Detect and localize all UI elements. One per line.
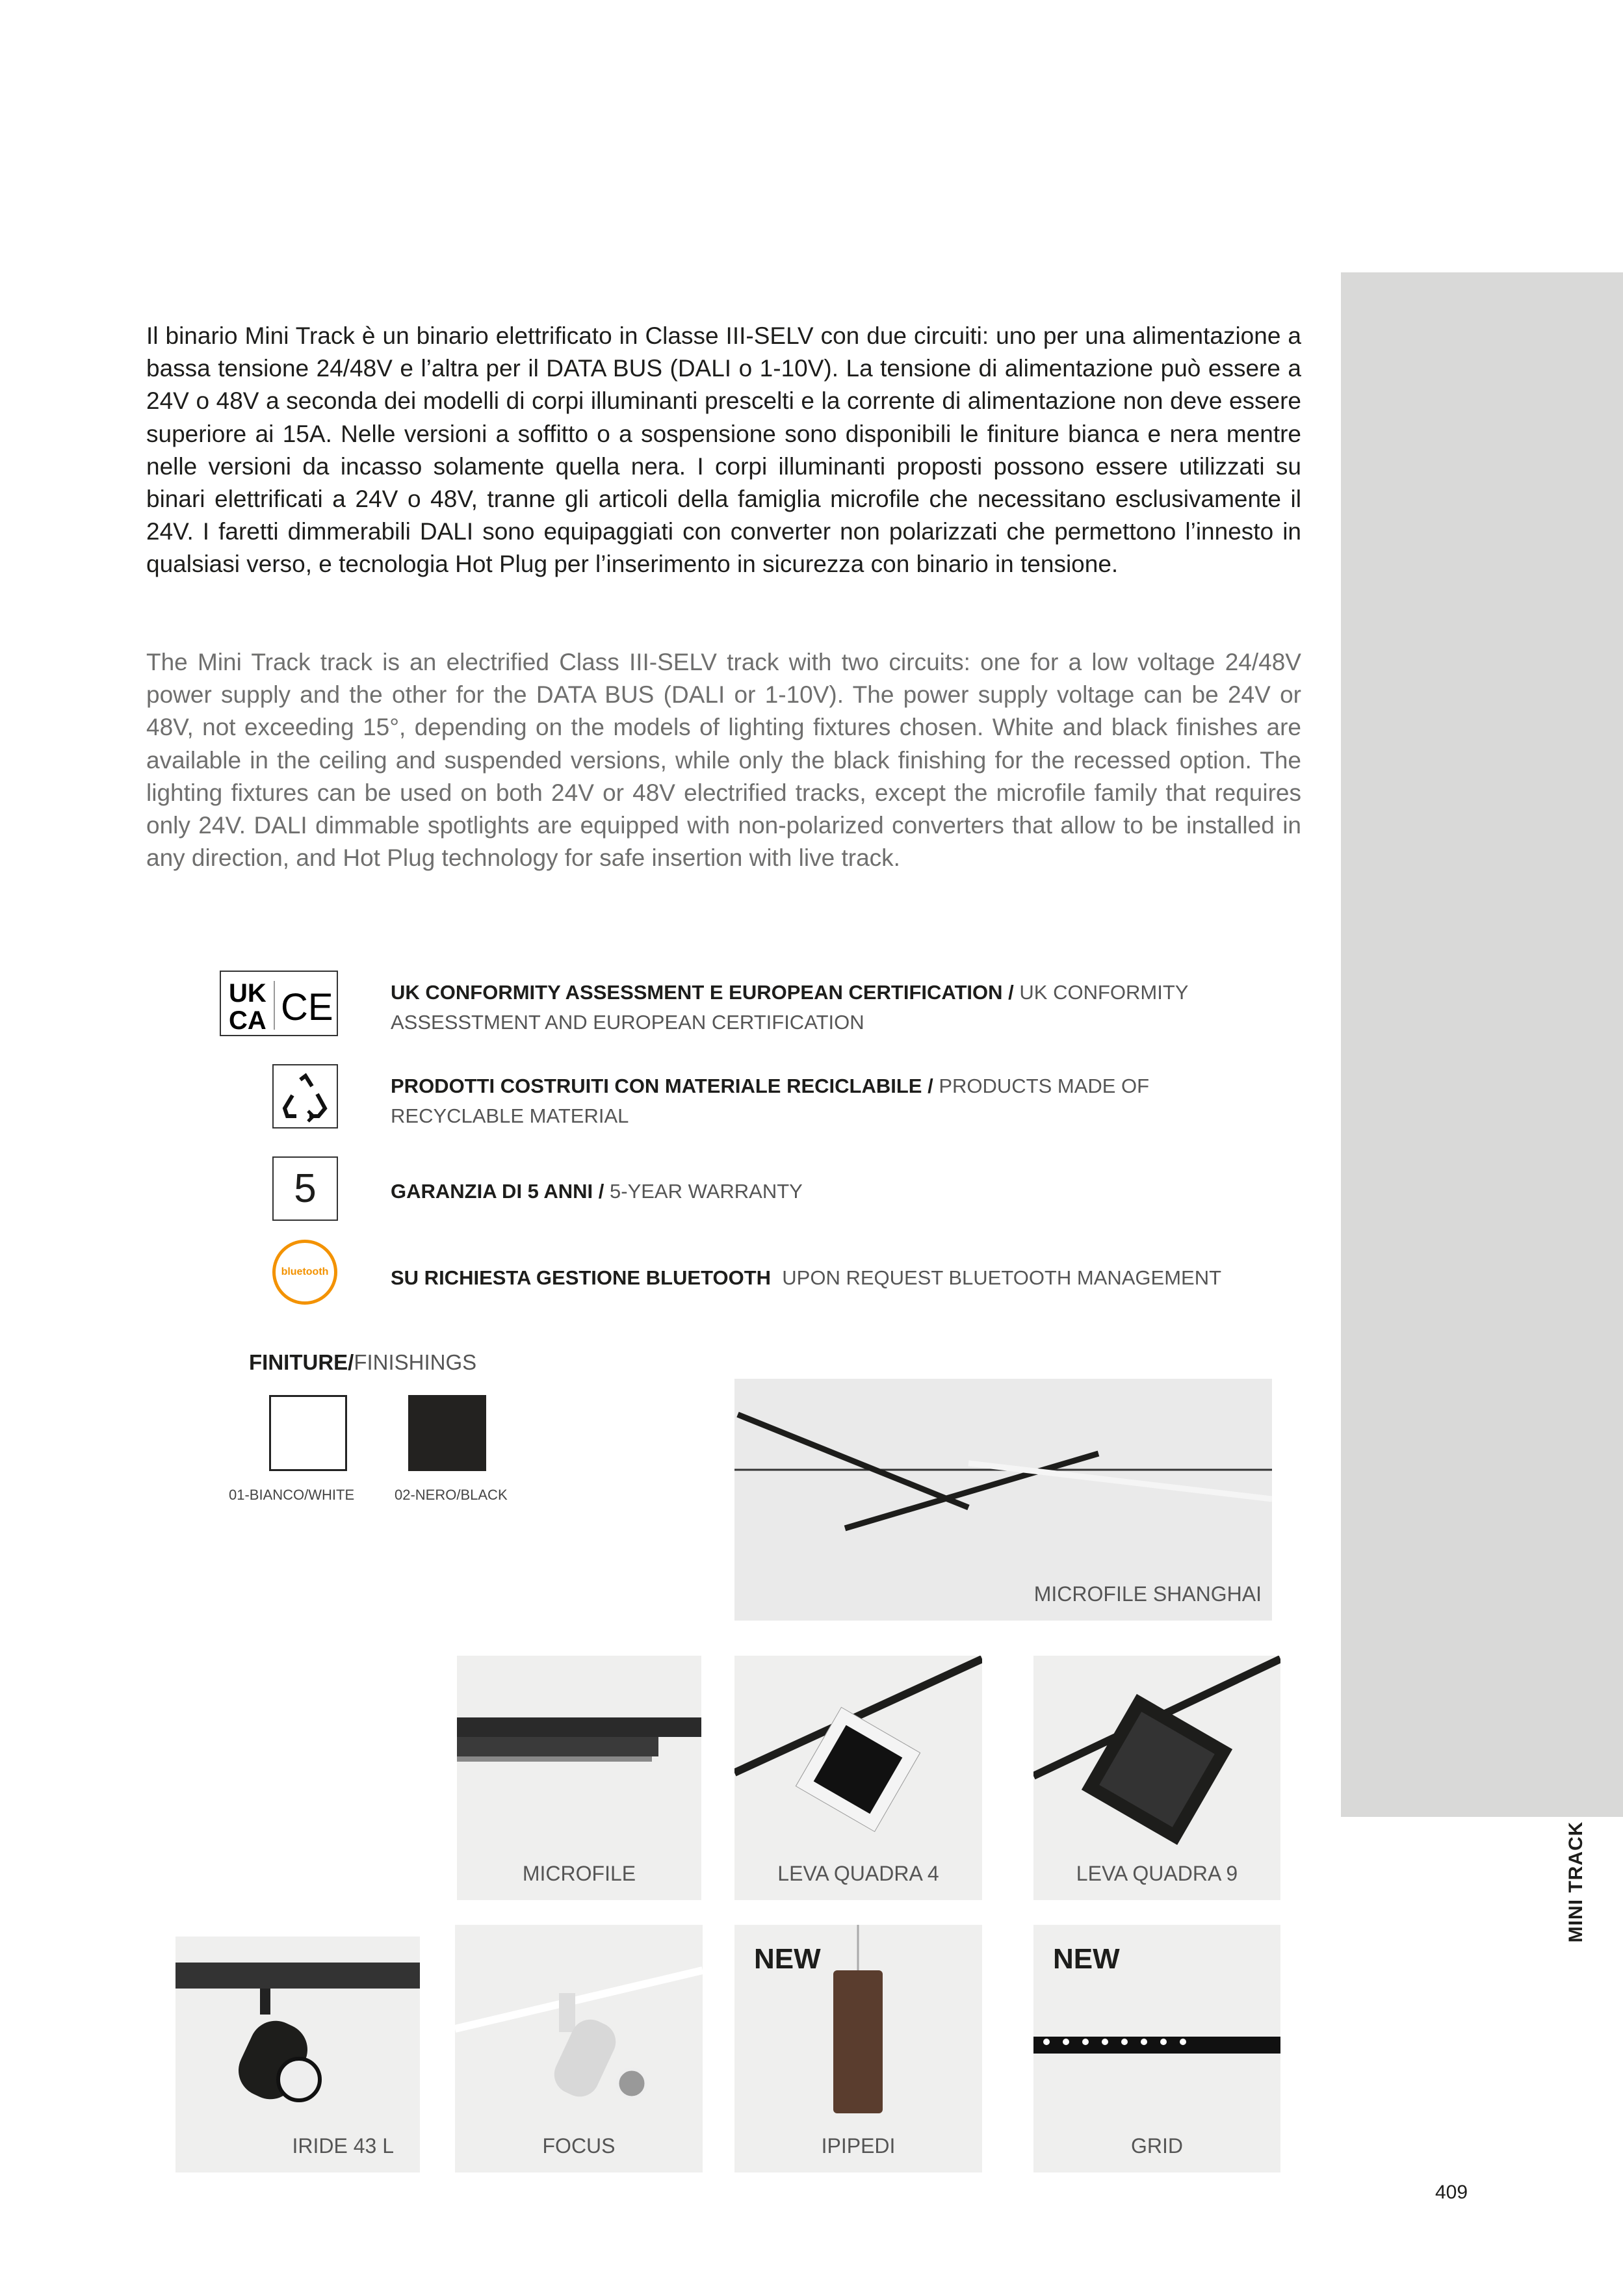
- section-tab: [1560, 1820, 1592, 1944]
- cert-ukca-ce-text: UK CONFORMITY ASSESSMENT E EUROPEAN CERTIFICATION / UK CONFORMITY ASSESSTMENT AND EUROPEAN CERTIFICATION: [391, 981, 1188, 1034]
- product-ipipedi: [734, 1925, 982, 2172]
- product-label: FOCUS: [542, 2134, 616, 2158]
- warranty-number: 5: [294, 1166, 317, 1211]
- product-label: MICROFILE: [522, 1862, 636, 1885]
- paragraph-english: The Mini Track track is an electrified Class III-SELV track with two circuits: one for a low voltage 24/48V power supply and the other for the DATA BUS (DALI or 1-10V). The power supply voltage can be 24V or 48V, not exceeding 15°, depending on the models of lighting fixtures chosen. White and black finishes are available in the ceiling and suspended versions, while only the black finishing for the recessed option. The lighting fixtures can be used on both 24V or 48V electrified tracks, except the microfile family that requires only 24V. DALI dimmable spotlights are equipped with non-polarized converters that allow to be installed in any direction, and Hot Plug technology for safe insertion with live track.: [146, 649, 1301, 872]
- product-microfile: [457, 1656, 701, 1900]
- product-focus: [455, 1925, 703, 2172]
- product-microfile-shanghai: [734, 1379, 1272, 1621]
- cert-bluetooth-text: SU RICHIESTA GESTIONE BLUETOOTH UPON REQUEST BLUETOOTH MANAGEMENT: [391, 1266, 1222, 1289]
- ukca-ce-icon: [220, 971, 338, 1036]
- section-tab-label: MINI TRACK: [1565, 1821, 1587, 1943]
- swatch-black: [408, 1395, 486, 1471]
- warranty-5-icon: [272, 1156, 338, 1221]
- paragraph-italian: Il binario Mini Track è un binario elettrificato in Classe III-SELV con due circuiti: uno per una alimentazione a bassa tensione 24/48V e l’altra per il DATA BUS (DALI o 1-10V). La tensione di alimentazione può essere a 24V o 48V a seconda dei modelli di corpi illuminanti prescelti e la corrente di alimentazione non deve essere superiore ai 15A. Nelle versioni a soffitto o a sospensione sono disponibili le finiture bianca e nera mentre nelle versioni da incasso solamente quella nera. I corpi illuminanti proposti possono essere utilizzati su binari elettrificati a 24V o 48V, tranne gli articoli della famiglia microfile che necessitano esclusivamente il 24V. I faretti dimmerabili DALI sono equipaggiati con converter non polarizzati che permettono l’innesto in qualsiasi verso, e tecnologia Hot Plug per l’inserimento in sicurezza con binario in tensione.: [146, 322, 1301, 578]
- bluetooth-icon: [272, 1240, 337, 1305]
- cert-warranty-text: GARANZIA DI 5 ANNI / 5-YEAR WARRANTY: [391, 1180, 803, 1203]
- page-number: 409: [1435, 2182, 1468, 2203]
- svg-text:CE: CE: [281, 985, 333, 1028]
- recycle-icon: [272, 1064, 338, 1128]
- product-label: MICROFILE SHANGHAI: [1033, 1582, 1262, 1606]
- finishes-title: FINITURE/FINISHINGS: [249, 1350, 477, 1374]
- product-leva-quadra-9: [1033, 1656, 1280, 1900]
- side-band: [1341, 272, 1623, 1817]
- svg-text:UK: UK: [229, 978, 266, 1008]
- product-grid: [1033, 1925, 1280, 2172]
- product-label: LEVA QUADRA 9: [1076, 1862, 1238, 1885]
- swatch-black-label: 02-NERO/BLACK: [395, 1487, 508, 1503]
- product-label: GRID: [1131, 2134, 1183, 2158]
- svg-text:CA: CA: [229, 1006, 266, 1033]
- new-badge: NEW: [1053, 1943, 1120, 1975]
- product-label: IPIPEDI: [821, 2134, 896, 2158]
- product-label: IRIDE 43 L: [292, 2134, 394, 2158]
- product-leva-quadra-4: [734, 1656, 982, 1900]
- new-badge: NEW: [754, 1943, 821, 1975]
- product-iride-43-l: [175, 1937, 420, 2172]
- cert-recycle-text: PRODOTTI COSTRUITI CON MATERIALE RECICLABILE / PRODUCTS MADE OF RECYCLABLE MATERIAL: [391, 1075, 1150, 1127]
- bluetooth-logo-text: bluetooth: [281, 1266, 329, 1277]
- swatch-white-label: 01-BIANCO/WHITE: [229, 1487, 355, 1503]
- swatch-white: [269, 1395, 347, 1471]
- product-label: LEVA QUADRA 4: [777, 1862, 939, 1885]
